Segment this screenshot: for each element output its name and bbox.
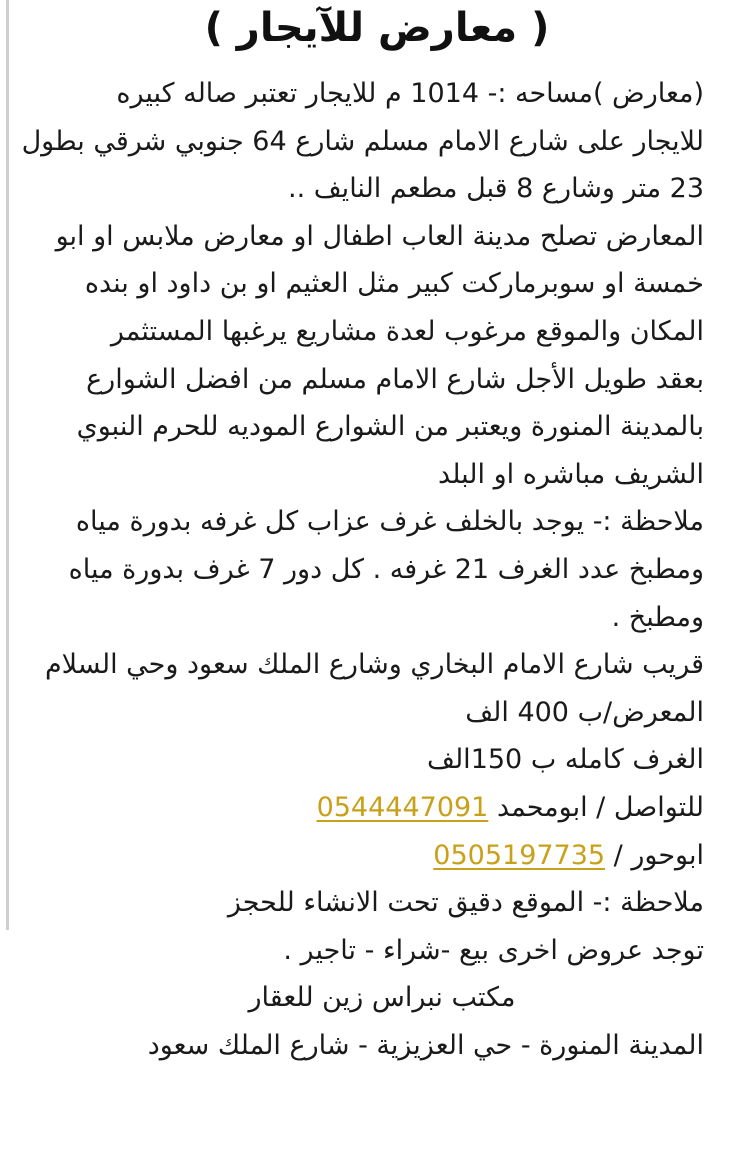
phone-link[interactable]: 0505197735 <box>433 839 606 871</box>
ad-document <box>20 0 704 1069</box>
body-line: ملاحظة :- يوجد بالخلف غرف عزاب كل غرفه بدورة مياه <box>75 506 704 538</box>
price-line: الغرف كامله ب 150الف <box>427 744 704 776</box>
body-line: قريب شارع الامام البخاري وشارع الملك سعود وحي السلام <box>44 649 704 681</box>
office-name: مكتب نبراس زين للعقار <box>248 982 516 1014</box>
contact-line <box>20 832 704 880</box>
contact-label: للتواصل / ابومحمد <box>488 791 704 823</box>
body-line: المكان والموقع مرغوب لعدة مشاريع يرغبها المستثمر <box>110 315 704 347</box>
body-line: بعقد طويل الأجل شارع الامام مسلم من افضل الشوارع <box>86 363 704 395</box>
note-line: ملاحظة :- الموقع دقيق تحت الانشاء للحجز <box>227 887 704 919</box>
phone-link[interactable]: 0544447091 <box>316 791 489 823</box>
body-line: ومطبخ . <box>611 601 704 633</box>
body-line: 23 متر وشارع 8 قبل مطعم النايف .. <box>287 173 704 205</box>
body-line: المعارض تصلح مدينة العاب اطفال او معارض ملابس او ابو <box>55 220 704 252</box>
left-divider-line <box>6 0 9 930</box>
body-line: الشريف مباشره او البلد <box>438 458 704 490</box>
body-line: بالمدينة المنورة ويعتبر من الشوارع الموديه للحرم النبوي <box>76 411 704 443</box>
ad-body <box>20 70 704 784</box>
contact-line <box>20 784 704 832</box>
body-line: للايجار على شارع الامام مسلم شارع 64 جنوبي شرقي بطول <box>21 125 704 157</box>
office-address: المدينة المنورة - حي العزيزية - شارع الملك سعود <box>147 1029 704 1061</box>
offers-line: توجد عروض اخرى بيع -شراء - تاجير . <box>283 934 704 966</box>
body-line: ومطبخ عدد الغرف 21 غرفه . كل دور 7 غرف بدورة مياه <box>68 553 704 585</box>
body-line: خمسة او سوبرماركت كبير مثل العثيم او بن داود او بنده <box>84 268 704 300</box>
page-title: ( معارض للآيجار ) <box>204 5 550 51</box>
body-line: (معارض )مساحه :- 1014 م للايجار تعتبر صاله كبيره <box>116 78 704 109</box>
contact-label: ابوحور / <box>605 839 704 871</box>
price-line: المعرض/ب 400 الف <box>465 696 704 728</box>
